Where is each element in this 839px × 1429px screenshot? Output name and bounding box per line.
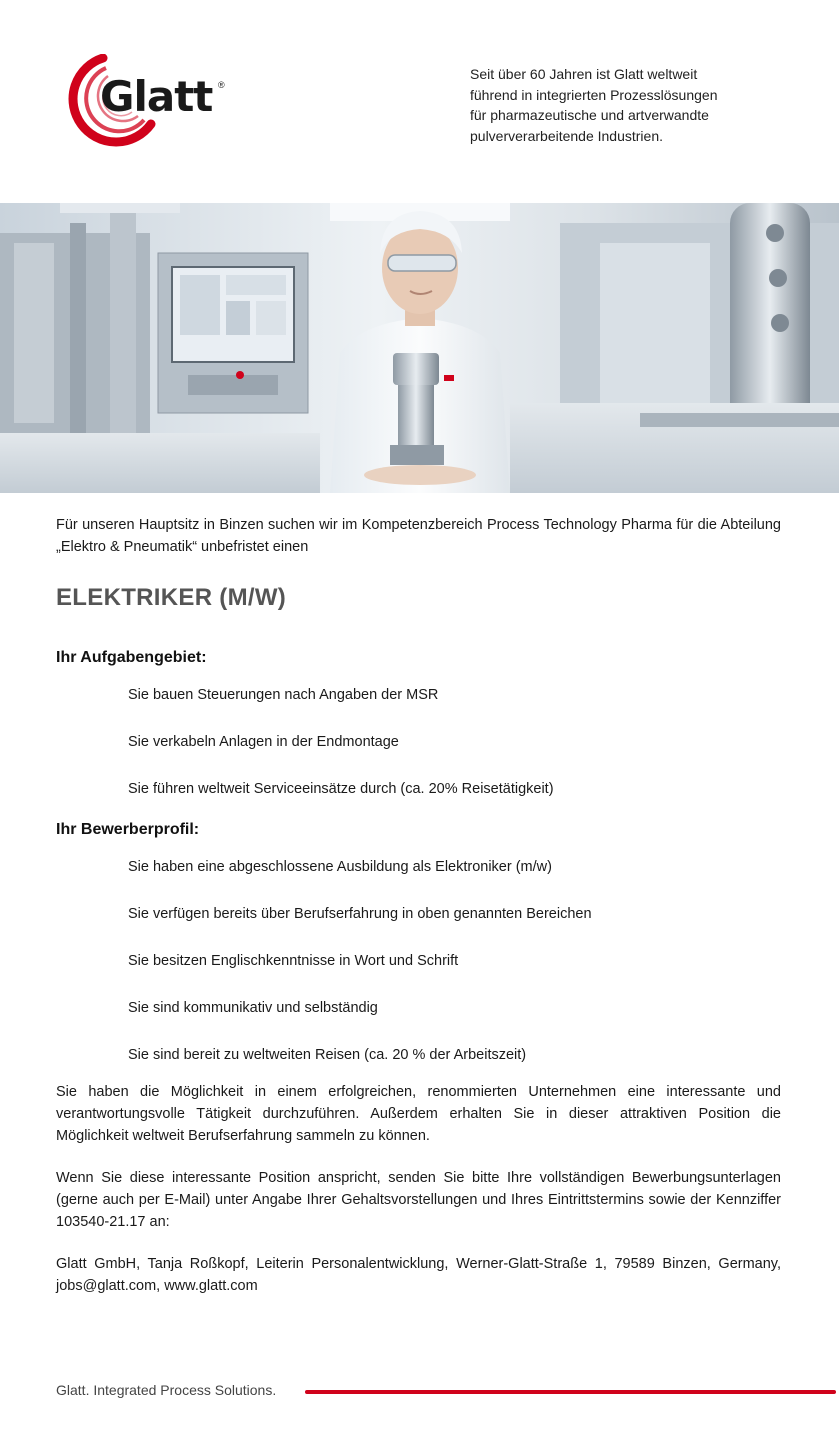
company-tagline bbox=[470, 64, 770, 146]
list-item: Sie verkabeln Anlagen in der Endmontage bbox=[128, 734, 399, 750]
offer-paragraph: Sie haben die Möglichkeit in einem erfolgreichen, renommierten Unternehmen eine interessante und verantwortungsvolle Tätigkeit durchzuführen. Außerdem erhalten Sie in dieser attraktiven Position die Möglichkeit weltweit Berufserfahrung sammeln zu können. bbox=[56, 1084, 781, 1144]
intro-paragraph: Für unseren Hauptsitz in Binzen suchen wir im Kompetenzbereich Process Technology Pharma für die Abteilung „Elektro & Pneumatik“ unbefristet einen bbox=[56, 517, 781, 555]
list-item: Sie verfügen bereits über Berufserfahrung in oben genannten Bereichen bbox=[128, 906, 592, 922]
apply-paragraph: Wenn Sie diese interessante Position anspricht, senden Sie bitte Ihre vollständigen Bewerbungsunterlagen (gerne auch per E-Mail) unter Angabe Ihrer Gehaltsvorstellungen und Ihres Eintrittstermins sowie der Kennziffer 103540-21.17 an: bbox=[56, 1170, 781, 1230]
tagline-line: Seit über 60 Jahren ist Glatt weltweit bbox=[470, 66, 698, 82]
registered-mark: ® bbox=[218, 80, 225, 90]
header bbox=[0, 0, 839, 200]
list-item: Sie besitzen Englischkenntnisse in Wort und Schrift bbox=[128, 953, 459, 969]
job-posting-content bbox=[56, 514, 781, 1297]
logo-wordmark: Glatt bbox=[100, 72, 213, 121]
list-item: Sie bauen Steuerungen nach Angaben der MSR bbox=[128, 687, 439, 703]
job-title: ELEKTRIKER (M/W) bbox=[56, 584, 287, 611]
profile-heading: Ihr Bewerberprofil: bbox=[56, 821, 200, 838]
list-item: Sie sind bereit zu weltweiten Reisen (ca. 20 % der Arbeitszeit) bbox=[128, 1047, 527, 1063]
list-item: Sie haben eine abgeschlossene Ausbildung als Elektroniker (m/w) bbox=[128, 859, 552, 875]
tagline-line: pulververarbeitende Industrien. bbox=[470, 127, 664, 144]
footer-slogan: Glatt. Integrated Process Solutions. bbox=[56, 1382, 277, 1398]
list-item: Sie sind kommunikativ und selbständig bbox=[128, 1000, 378, 1016]
contact-paragraph: Glatt GmbH, Tanja Roßkopf, Leiterin Personalentwicklung, Werner-Glatt-Straße 1, 79589 Binzen, Germany, jobs@glatt.com, www.glatt.com bbox=[56, 1256, 781, 1294]
tasks-list bbox=[56, 685, 781, 799]
footer bbox=[56, 1380, 839, 1404]
glatt-logo bbox=[56, 54, 236, 148]
footer-accent-line bbox=[305, 1390, 836, 1394]
pharma-lab-photo bbox=[0, 203, 839, 493]
list-item: Sie führen weltweit Serviceeinsätze durch (ca. 20% Reisetätigkeit) bbox=[128, 781, 554, 797]
tagline-line: für pharmazeutische und artverwandte bbox=[470, 107, 709, 123]
hero-image bbox=[0, 203, 839, 493]
profile-list bbox=[56, 857, 781, 1065]
tagline-line: führend in integrierten Prozesslösungen bbox=[470, 86, 718, 103]
tasks-heading: Ihr Aufgabengebiet: bbox=[56, 649, 207, 666]
